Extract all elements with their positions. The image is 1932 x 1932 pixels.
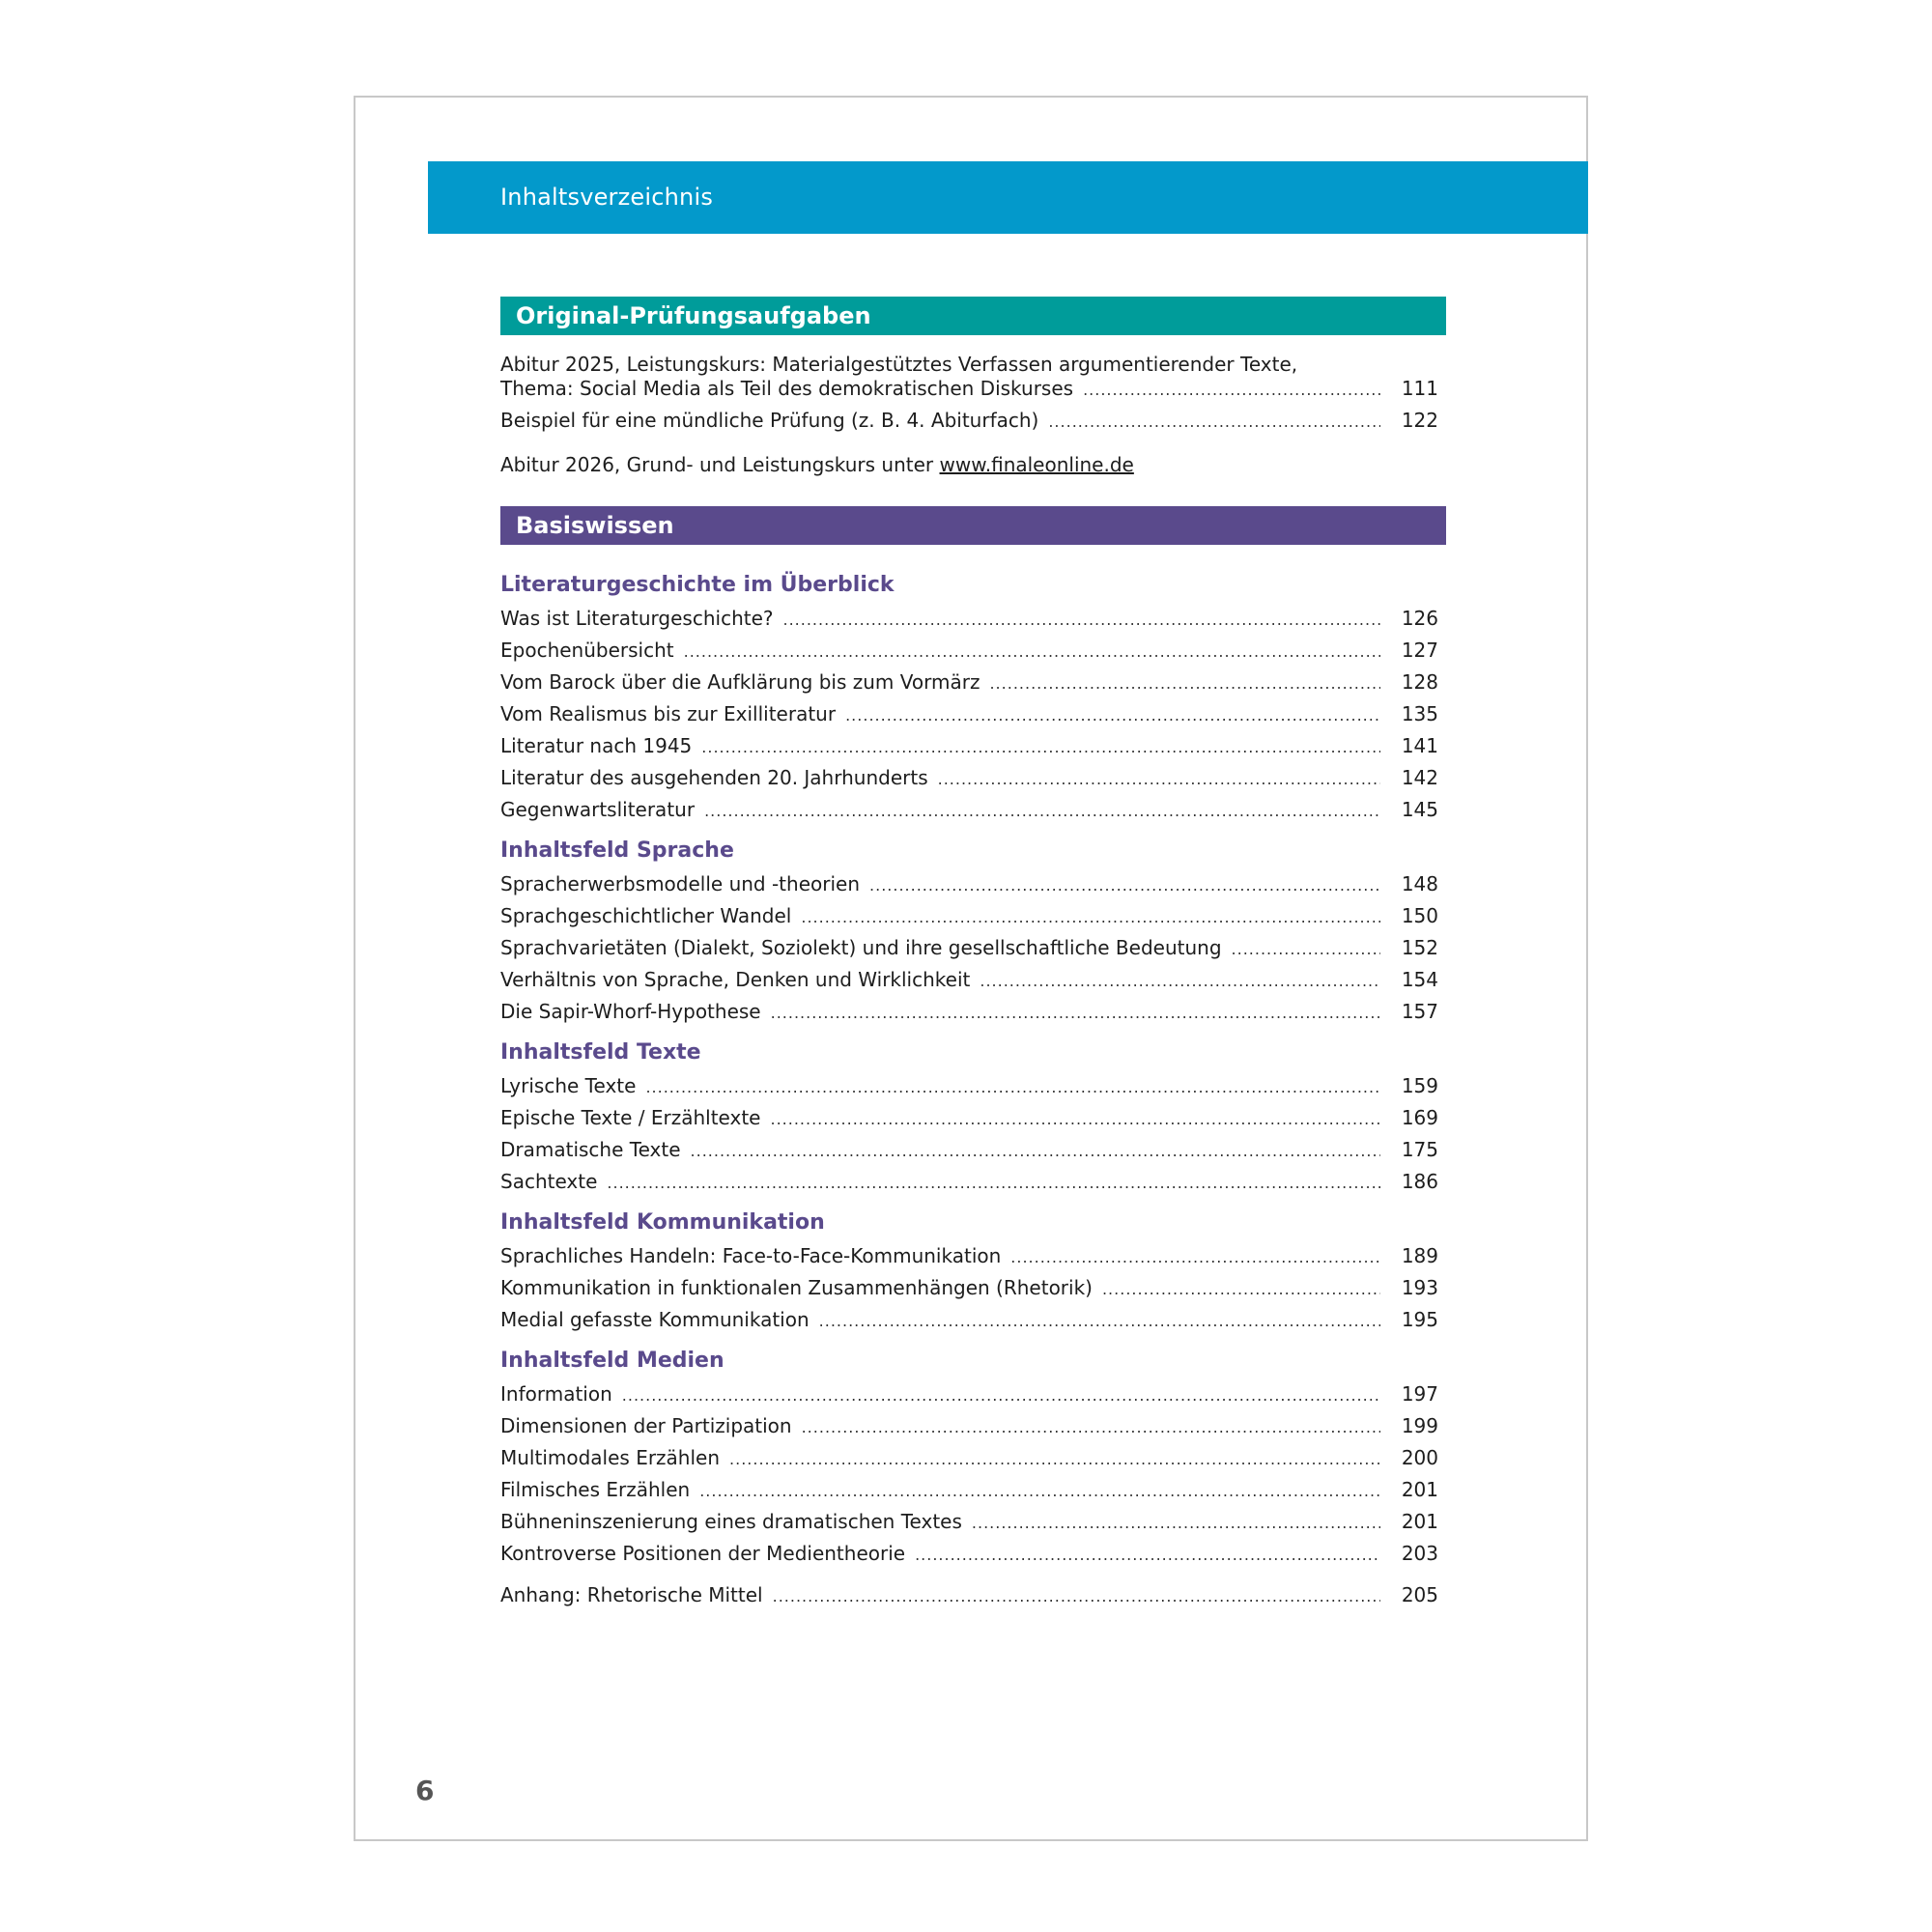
entry-title: Anhang: Rhetorische Mittel bbox=[500, 1583, 763, 1606]
page-number: 135 bbox=[1401, 702, 1438, 725]
entry-title: Kommunikation in funktionalen Zusammenhängen (Rhetorik) bbox=[500, 1276, 1093, 1299]
entry-title: Epische Texte / Erzähltexte bbox=[500, 1106, 761, 1129]
dot-leader bbox=[801, 901, 1380, 933]
toc-entry-appendix bbox=[500, 1579, 1446, 1611]
toc-entry bbox=[500, 698, 1446, 730]
entry-title: Filmisches Erzählen bbox=[500, 1478, 691, 1501]
toc-entry bbox=[500, 762, 1446, 794]
toc-entry bbox=[500, 1272, 1446, 1304]
entry-title: Gegenwartsliteratur bbox=[500, 798, 696, 821]
entry-title: Literatur des ausgehenden 20. Jahrhunderts bbox=[500, 766, 928, 789]
dot-leader bbox=[729, 1443, 1380, 1475]
online-note bbox=[500, 449, 1446, 481]
page-number: 157 bbox=[1401, 1000, 1438, 1023]
dot-leader bbox=[869, 869, 1380, 901]
page-number: 127 bbox=[1401, 639, 1438, 662]
dot-leader bbox=[684, 636, 1380, 668]
toc-entry bbox=[500, 1538, 1446, 1570]
dot-leader bbox=[980, 965, 1380, 997]
page-number: 148 bbox=[1401, 872, 1438, 895]
entry-title: Kontroverse Positionen der Medientheorie bbox=[500, 1542, 906, 1565]
page-number: 203 bbox=[1401, 1542, 1438, 1565]
finaleonline-link[interactable]: www.finaleonline.de bbox=[939, 453, 1134, 476]
entry-title: Was ist Literaturgeschichte? bbox=[500, 607, 774, 630]
entry-title: Spracherwerbsmodelle und -theorien bbox=[500, 872, 861, 895]
page-title: Inhaltsverzeichnis bbox=[500, 184, 714, 211]
toc-entry bbox=[500, 1304, 1446, 1336]
dot-leader bbox=[1010, 1241, 1380, 1273]
entry-title: Sprachgeschichtlicher Wandel bbox=[500, 904, 792, 927]
dot-leader bbox=[773, 1580, 1380, 1612]
entry-title: Dramatische Texte bbox=[500, 1138, 681, 1161]
page-number: 128 bbox=[1401, 670, 1438, 694]
toc-entry bbox=[500, 1134, 1446, 1166]
dot-leader bbox=[701, 731, 1380, 763]
page-number: 154 bbox=[1401, 968, 1438, 991]
entry-title: Medial gefasste Kommunikation bbox=[500, 1308, 810, 1331]
page-number: 195 bbox=[1401, 1308, 1438, 1331]
section-header-basiswissen bbox=[500, 506, 1446, 545]
page-header-bar bbox=[428, 161, 1588, 234]
section-title-basiswissen: Basiswissen bbox=[516, 512, 674, 539]
page-number: 111 bbox=[1401, 377, 1438, 400]
page-number: 141 bbox=[1401, 734, 1438, 757]
toc-group-title: Literaturgeschichte im Überblick bbox=[500, 573, 895, 597]
entry-title: Sprachvarietäten (Dialekt, Soziolekt) und ihre gesellschaftliche Bedeutung bbox=[500, 936, 1222, 959]
dot-leader bbox=[783, 604, 1381, 636]
dot-leader bbox=[938, 763, 1380, 795]
page-number: 193 bbox=[1401, 1276, 1438, 1299]
entry-title: Vom Realismus bis zur Exilliteratur bbox=[500, 702, 837, 725]
page-number: 150 bbox=[1401, 904, 1438, 927]
dot-leader bbox=[915, 1539, 1380, 1571]
toc-entry bbox=[500, 1240, 1446, 1272]
dot-leader bbox=[704, 795, 1380, 827]
toc-entry-abitur-2025 bbox=[500, 353, 1446, 401]
dot-leader bbox=[972, 1507, 1380, 1539]
dot-leader bbox=[607, 1167, 1380, 1199]
online-note-text: Abitur 2026, Grund- und Leistungskurs unter bbox=[500, 453, 940, 476]
page-number: 169 bbox=[1401, 1106, 1438, 1129]
toc-entry bbox=[500, 1410, 1446, 1442]
page-number: 122 bbox=[1401, 409, 1438, 432]
dot-leader bbox=[691, 1135, 1380, 1167]
entry-title: Dimensionen der Partizipation bbox=[500, 1414, 792, 1437]
toc-entry-muendliche-pruefung bbox=[500, 405, 1446, 437]
dot-leader bbox=[1083, 378, 1380, 403]
page-number: 201 bbox=[1401, 1478, 1438, 1501]
page-number: 175 bbox=[1401, 1138, 1438, 1161]
entry-title-line2-row bbox=[500, 376, 1446, 401]
dot-leader bbox=[622, 1379, 1380, 1411]
dot-leader bbox=[771, 997, 1380, 1029]
toc-entry bbox=[500, 730, 1446, 762]
toc-entry bbox=[500, 1378, 1446, 1410]
dot-leader bbox=[770, 1103, 1380, 1135]
toc-entry bbox=[500, 1442, 1446, 1474]
toc-groups bbox=[500, 568, 1446, 1570]
toc-entry bbox=[500, 996, 1446, 1028]
toc-entry bbox=[500, 1474, 1446, 1506]
toc-entry bbox=[500, 667, 1446, 698]
page-number: 159 bbox=[1401, 1074, 1438, 1097]
page-number: 205 bbox=[1401, 1583, 1438, 1606]
page-number: 199 bbox=[1401, 1414, 1438, 1437]
dot-leader bbox=[845, 699, 1380, 731]
section-header-original bbox=[500, 297, 1446, 335]
toc-entry bbox=[500, 1102, 1446, 1134]
toc-group-title: Inhaltsfeld Medien bbox=[500, 1349, 724, 1373]
entry-title: Sachtexte bbox=[500, 1170, 598, 1193]
entry-title: Sprachliches Handeln: Face-to-Face-Kommunikation bbox=[500, 1244, 1002, 1267]
page-number: 126 bbox=[1401, 607, 1438, 630]
toc-entry bbox=[500, 1070, 1446, 1102]
dot-leader bbox=[819, 1305, 1380, 1337]
page-number: 197 bbox=[1401, 1382, 1438, 1406]
toc-group-title: Inhaltsfeld Texte bbox=[500, 1040, 701, 1065]
toc-entry bbox=[500, 1506, 1446, 1538]
entry-title: Literatur nach 1945 bbox=[500, 734, 693, 757]
toc-entry bbox=[500, 635, 1446, 667]
entry-title: Epochenübersicht bbox=[500, 639, 674, 662]
dot-leader bbox=[802, 1411, 1380, 1443]
toc-entry bbox=[500, 932, 1446, 964]
dot-leader bbox=[699, 1475, 1380, 1507]
footer-page-number: 6 bbox=[415, 1775, 435, 1806]
entry-title: Lyrische Texte bbox=[500, 1074, 637, 1097]
dot-leader bbox=[1102, 1273, 1380, 1305]
entry-title-line2: Thema: Social Media als Teil des demokratischen Diskurses bbox=[500, 377, 1074, 400]
toc-group-title: Inhaltsfeld Sprache bbox=[500, 838, 734, 863]
dot-leader bbox=[1048, 406, 1380, 438]
page-number: 201 bbox=[1401, 1510, 1438, 1533]
dot-leader bbox=[645, 1071, 1380, 1103]
toc-group-title: Inhaltsfeld Kommunikation bbox=[500, 1210, 825, 1235]
toc-entry bbox=[500, 603, 1446, 635]
toc-entry bbox=[500, 794, 1446, 826]
toc-entry bbox=[500, 964, 1446, 996]
page-number: 189 bbox=[1401, 1244, 1438, 1267]
toc-entry bbox=[500, 1166, 1446, 1198]
dot-leader bbox=[1232, 933, 1380, 965]
entry-title: Multimodales Erzählen bbox=[500, 1446, 721, 1469]
entry-title: Bühneninszenierung eines dramatischen Textes bbox=[500, 1510, 962, 1533]
page-number: 186 bbox=[1401, 1170, 1438, 1193]
document-page bbox=[354, 96, 1588, 1841]
entry-title: Die Sapir-Whorf-Hypothese bbox=[500, 1000, 761, 1023]
page-number: 200 bbox=[1401, 1446, 1438, 1469]
page-number: 145 bbox=[1401, 798, 1438, 821]
entry-title: Verhältnis von Sprache, Denken und Wirklichkeit bbox=[500, 968, 971, 991]
page-number: 152 bbox=[1401, 936, 1438, 959]
dot-leader bbox=[989, 668, 1380, 699]
entry-title: Beispiel für eine mündliche Prüfung (z. B. 4. Abiturfach) bbox=[500, 409, 1039, 432]
entry-title-line1: Abitur 2025, Leistungskurs: Materialgestütztes Verfassen argumentierender Texte, bbox=[500, 353, 1298, 376]
toc-entry bbox=[500, 868, 1446, 900]
toc-content bbox=[500, 297, 1446, 1611]
entry-title: Vom Barock über die Aufklärung bis zum Vormärz bbox=[500, 670, 980, 694]
entry-title: Information bbox=[500, 1382, 612, 1406]
section-title-original: Original-Prüfungsaufgaben bbox=[516, 302, 871, 329]
page-number: 142 bbox=[1401, 766, 1438, 789]
toc-entry bbox=[500, 900, 1446, 932]
